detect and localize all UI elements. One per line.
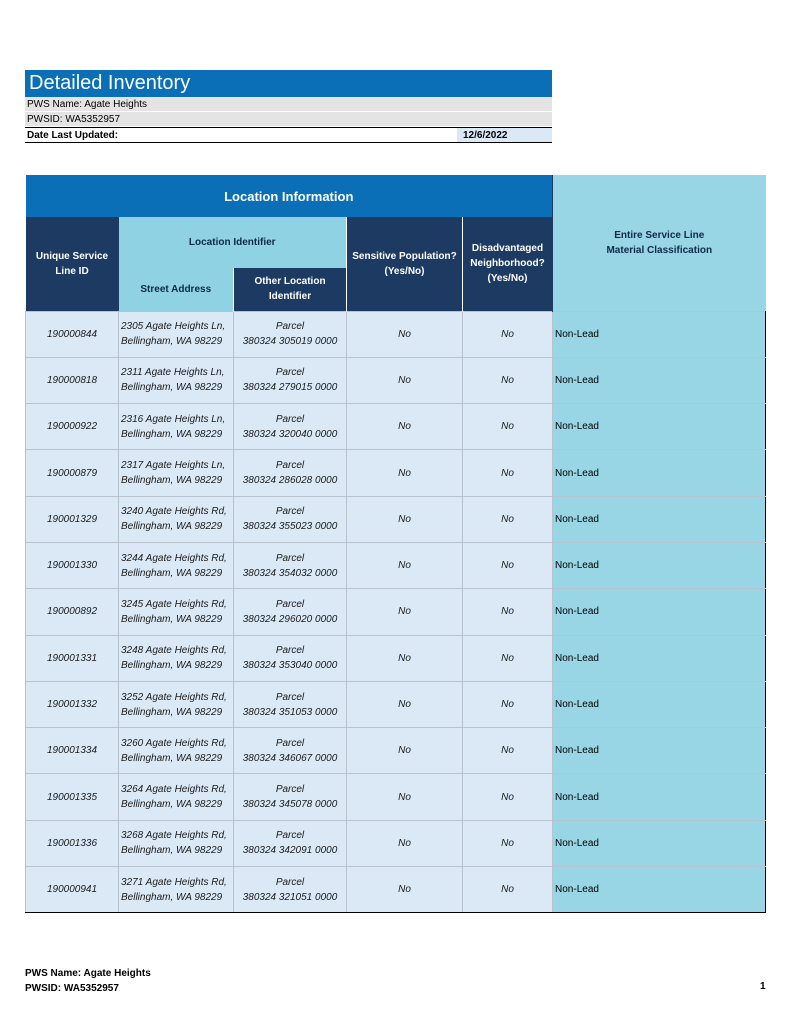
material-classification: Non-Lead xyxy=(553,404,766,450)
disadvantaged-neighborhood: No xyxy=(463,728,553,774)
sensitive-population: No xyxy=(347,774,463,820)
parcel-number: 380324 279015 0000 xyxy=(242,382,338,394)
footer-pwsid: PWSID: WA5352957 xyxy=(25,983,119,994)
table-row xyxy=(26,496,766,542)
sensitive-population-label: Sensitive Population? (Yes/No) xyxy=(352,250,457,277)
sensitive-population: No xyxy=(347,635,463,681)
service-line-id: 190001334 xyxy=(26,728,119,774)
parcel-number: 380324 286028 0000 xyxy=(242,475,338,487)
disadvantaged-neighborhood: No xyxy=(463,681,553,727)
disadvantaged-neighborhood: No xyxy=(463,450,553,496)
service-line-id: 190001331 xyxy=(26,635,119,681)
inventory-header xyxy=(25,70,552,143)
disadvantaged-neighborhood: No xyxy=(463,774,553,820)
other-location-cell xyxy=(234,867,347,913)
parcel-label: Parcel xyxy=(275,413,305,425)
service-line-id: 190000844 xyxy=(26,311,119,357)
table-row xyxy=(26,542,766,588)
other-location-cell xyxy=(234,357,347,403)
disadvantaged-neighborhood: No xyxy=(463,589,553,635)
table-row xyxy=(26,404,766,450)
location-identifier-header: Location Identifier xyxy=(119,217,347,268)
unique-id-label: Unique Service Line ID xyxy=(35,250,109,277)
table-row xyxy=(26,635,766,681)
sensitive-population: No xyxy=(347,542,463,588)
street-address: 3264 Agate Heights Rd, Bellingham, WA 98229 xyxy=(119,774,234,820)
parcel-label: Parcel xyxy=(275,876,305,888)
disadvantaged-neighborhood: No xyxy=(463,357,553,403)
street-address: 2311 Agate Heights Ln, Bellingham, WA 98229 xyxy=(119,357,234,403)
parcel-number: 380324 351053 0000 xyxy=(242,706,338,718)
service-line-id: 190000922 xyxy=(26,404,119,450)
material-classification: Non-Lead xyxy=(553,450,766,496)
material-classification: Non-Lead xyxy=(553,589,766,635)
parcel-label: Parcel xyxy=(275,598,305,610)
pws-name: PWS Name: Agate Heights xyxy=(25,97,552,112)
street-address: 3260 Agate Heights Rd, Bellingham, WA 98229 xyxy=(119,728,234,774)
street-address: 2305 Agate Heights Ln, Bellingham, WA 98229 xyxy=(119,311,234,357)
service-line-id: 190000941 xyxy=(26,867,119,913)
street-address-header: Street Address xyxy=(119,268,234,311)
service-line-id: 190001332 xyxy=(26,681,119,727)
unique-id-header xyxy=(26,217,119,311)
sensitive-population: No xyxy=(347,357,463,403)
entire-classification-label: Entire Service Line Material Classification xyxy=(606,229,713,256)
service-line-id: 190001329 xyxy=(26,496,119,542)
sensitive-population: No xyxy=(347,589,463,635)
parcel-number: 380324 320040 0000 xyxy=(242,428,338,440)
disadvantaged-neighborhood: No xyxy=(463,867,553,913)
parcel-label: Parcel xyxy=(275,645,305,657)
street-address: 3252 Agate Heights Rd, Bellingham, WA 98229 xyxy=(119,681,234,727)
other-location-cell xyxy=(234,542,347,588)
footer xyxy=(25,966,151,996)
parcel-number: 380324 354032 0000 xyxy=(242,567,338,579)
table-row xyxy=(26,681,766,727)
sensitive-population: No xyxy=(347,867,463,913)
table-row xyxy=(26,589,766,635)
street-address: 3268 Agate Heights Rd, Bellingham, WA 98229 xyxy=(119,820,234,866)
parcel-label: Parcel xyxy=(275,460,305,472)
service-line-id: 190000892 xyxy=(26,589,119,635)
table-row xyxy=(26,774,766,820)
street-address: 3248 Agate Heights Rd, Bellingham, WA 98229 xyxy=(119,635,234,681)
material-classification: Non-Lead xyxy=(553,635,766,681)
material-classification: Non-Lead xyxy=(553,681,766,727)
sensitive-population: No xyxy=(347,311,463,357)
footer-pws-name: PWS Name: Agate Heights xyxy=(25,968,151,979)
parcel-number: 380324 353040 0000 xyxy=(242,660,338,672)
inventory-table xyxy=(25,175,766,913)
table-row xyxy=(26,728,766,774)
material-classification: Non-Lead xyxy=(553,820,766,866)
parcel-label: Parcel xyxy=(275,506,305,518)
street-address: 3240 Agate Heights Rd, Bellingham, WA 98229 xyxy=(119,496,234,542)
other-location-cell xyxy=(234,496,347,542)
disadvantaged-neighborhood-header xyxy=(463,217,553,311)
disadvantaged-neighborhood: No xyxy=(463,820,553,866)
street-address: 3245 Agate Heights Rd, Bellingham, WA 98229 xyxy=(119,589,234,635)
disadvantaged-neighborhood-label: Disadvantaged Neighborhood? (Yes/No) xyxy=(470,243,545,285)
page-number: 1 xyxy=(760,981,766,992)
parcel-number: 380324 346067 0000 xyxy=(242,752,338,764)
material-classification: Non-Lead xyxy=(553,357,766,403)
parcel-number: 380324 355023 0000 xyxy=(242,521,338,533)
sensitive-population: No xyxy=(347,496,463,542)
table-row xyxy=(26,357,766,403)
material-classification: Non-Lead xyxy=(553,496,766,542)
location-information-header: Location Information xyxy=(26,175,553,217)
parcel-label: Parcel xyxy=(275,552,305,564)
disadvantaged-neighborhood: No xyxy=(463,635,553,681)
other-location-header xyxy=(234,268,347,311)
parcel-label: Parcel xyxy=(275,321,305,333)
table-row xyxy=(26,450,766,496)
parcel-number: 380324 321051 0000 xyxy=(242,891,338,903)
sensitive-population: No xyxy=(347,450,463,496)
sensitive-population: No xyxy=(347,404,463,450)
table-row xyxy=(26,311,766,357)
other-location-cell xyxy=(234,635,347,681)
street-address: 2317 Agate Heights Ln, Bellingham, WA 98229 xyxy=(119,450,234,496)
street-address: 3271 Agate Heights Rd, Bellingham, WA 98229 xyxy=(119,867,234,913)
parcel-number: 380324 296020 0000 xyxy=(242,613,338,625)
street-address: 3244 Agate Heights Rd, Bellingham, WA 98229 xyxy=(119,542,234,588)
disadvantaged-neighborhood: No xyxy=(463,404,553,450)
other-location-cell xyxy=(234,404,347,450)
parcel-number: 380324 345078 0000 xyxy=(242,799,338,811)
parcel-number: 380324 305019 0000 xyxy=(242,336,338,348)
material-classification: Non-Lead xyxy=(553,774,766,820)
service-line-id: 190000879 xyxy=(26,450,119,496)
parcel-label: Parcel xyxy=(275,784,305,796)
material-classification: Non-Lead xyxy=(553,311,766,357)
disadvantaged-neighborhood: No xyxy=(463,496,553,542)
sensitive-population: No xyxy=(347,820,463,866)
other-location-cell xyxy=(234,728,347,774)
service-line-id: 190001336 xyxy=(26,820,119,866)
sensitive-population: No xyxy=(347,681,463,727)
table-row xyxy=(26,867,766,913)
other-location-cell xyxy=(234,681,347,727)
service-line-id: 190001335 xyxy=(26,774,119,820)
disadvantaged-neighborhood: No xyxy=(463,542,553,588)
other-location-cell xyxy=(234,774,347,820)
street-address: 2316 Agate Heights Ln, Bellingham, WA 98229 xyxy=(119,404,234,450)
date-value: 12/6/2022 xyxy=(463,130,508,141)
date-last-updated-row xyxy=(25,127,552,143)
other-location-cell xyxy=(234,311,347,357)
parcel-label: Parcel xyxy=(275,367,305,379)
disadvantaged-neighborhood: No xyxy=(463,311,553,357)
material-classification: Non-Lead xyxy=(553,728,766,774)
parcel-number: 380324 342091 0000 xyxy=(242,845,338,857)
other-location-cell xyxy=(234,589,347,635)
table-row xyxy=(26,820,766,866)
other-location-cell xyxy=(234,450,347,496)
other-location-label: Other Location Identifier xyxy=(254,276,326,303)
parcel-label: Parcel xyxy=(275,830,305,842)
service-line-id: 190001330 xyxy=(26,542,119,588)
pwsid: PWSID: WA5352957 xyxy=(25,112,552,127)
material-classification: Non-Lead xyxy=(553,867,766,913)
page-title: Detailed Inventory xyxy=(25,70,552,97)
material-classification: Non-Lead xyxy=(553,542,766,588)
other-location-cell xyxy=(234,820,347,866)
parcel-label: Parcel xyxy=(275,691,305,703)
sensitive-population-header xyxy=(347,217,463,311)
inventory-rows xyxy=(26,311,766,913)
date-label: Date Last Updated: xyxy=(27,130,119,141)
entire-classification-header xyxy=(553,175,766,311)
parcel-label: Parcel xyxy=(275,737,305,749)
service-line-id: 190000818 xyxy=(26,357,119,403)
sensitive-population: No xyxy=(347,728,463,774)
